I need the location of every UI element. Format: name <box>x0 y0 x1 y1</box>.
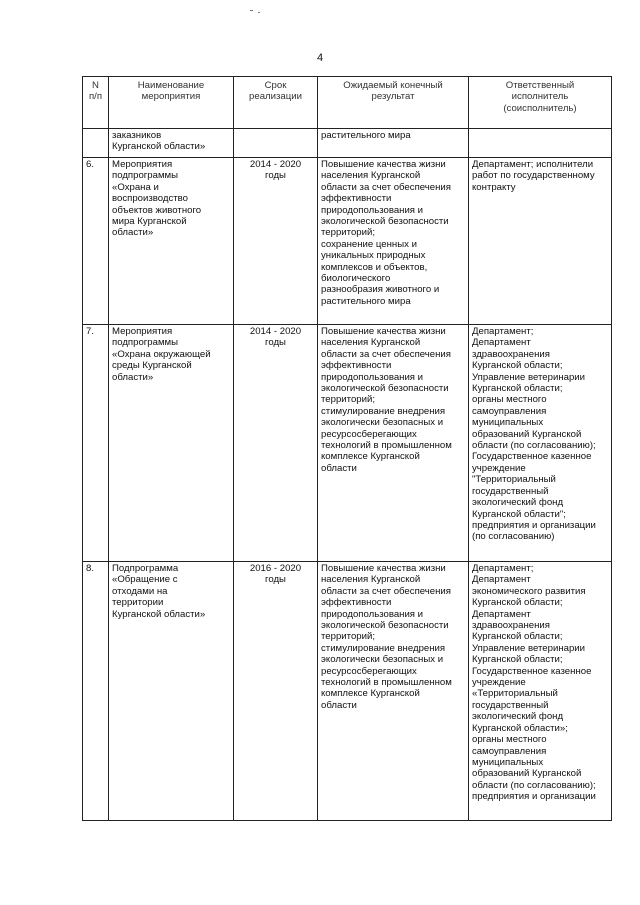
row-executor: Департамент; Департамент экономического развития Курганской области; Департамент здравоохранения Курганской области; Управление ветеринарии Курганской области; Государственное казенное учреждение «Территориальный государственный экологический фонд Курганской области»; органы местного самоуправления муниципальных образований Курганской области (по согласованию); предприятия и организации <box>469 562 612 821</box>
row-result: Повышение качества жизни населения Курганской области за счет обеспечения эффективности природопользования и экологической безопасности территорий; стимулирование внедрения экологически безопасных и ресурсосберегающих технологий в промышленном комплексе Курганской области <box>318 562 469 821</box>
row-number: 8. <box>83 562 109 821</box>
row-name: Мероприятия подпрограммы «Охрана и воспроизводство объектов животного мира Курганской области» <box>109 158 234 325</box>
table-row <box>83 325 612 562</box>
row-executor: Департамент; Департамент здравоохранения Курганской области; Управление ветеринарии Курганской области; органы местного самоуправления муниципальных образований Курганской области (по согласованию); Государственное казенное учреждение "Территориальный государственный экологический фонд Курганской области"; предприятия и организации (по согласованию) <box>469 325 612 562</box>
table-header-row <box>83 77 612 129</box>
row-name: Мероприятия подпрограммы «Охрана окружающей среды Курганской области» <box>109 325 234 562</box>
table-row <box>83 129 612 158</box>
row-executor: Департамент; исполнители работ по государственному контракту <box>469 158 612 325</box>
scan-speck <box>258 12 260 13</box>
row-executor <box>469 129 612 158</box>
header-num: N п/п <box>83 77 109 129</box>
header-executor: Ответственный исполнитель (соисполнитель) <box>469 77 612 129</box>
row-number: 7. <box>83 325 109 562</box>
program-table <box>82 76 612 821</box>
row-term: 2014 - 2020 годы <box>234 158 318 325</box>
row-name: Подпрограмма «Обращение с отходами на территории Курганской области» <box>109 562 234 821</box>
row-term: 2016 - 2020 годы <box>234 562 318 821</box>
row-number <box>83 129 109 158</box>
row-term <box>234 129 318 158</box>
row-result: Повышение качества жизни населения Курганской области за счет обеспечения эффективности природопользования и экологической безопасности территорий; сохранение ценных и уникальных природных комплексов и объектов, биологического разнообразия животного и растительного мира <box>318 158 469 325</box>
table-row <box>83 158 612 325</box>
table-row <box>83 562 612 821</box>
row-result: растительного мира <box>318 129 469 158</box>
row-number: 6. <box>83 158 109 325</box>
header-name: Наименование мероприятия <box>109 77 234 129</box>
scan-speck <box>250 10 253 11</box>
row-name: заказников Курганской области» <box>109 129 234 158</box>
row-result: Повышение качества жизни населения Курганской области за счет обеспечения эффективности природопользования и экологической безопасности территорий; стимулирование внедрения экологически безопасных и ресурсосберегающих технологий в промышленном комплексе Курганской области <box>318 325 469 562</box>
row-term: 2014 - 2020 годы <box>234 325 318 562</box>
header-term: Срок реализации <box>234 77 318 129</box>
page-number: 4 <box>316 52 324 64</box>
header-result: Ожидаемый конечный результат <box>318 77 469 129</box>
